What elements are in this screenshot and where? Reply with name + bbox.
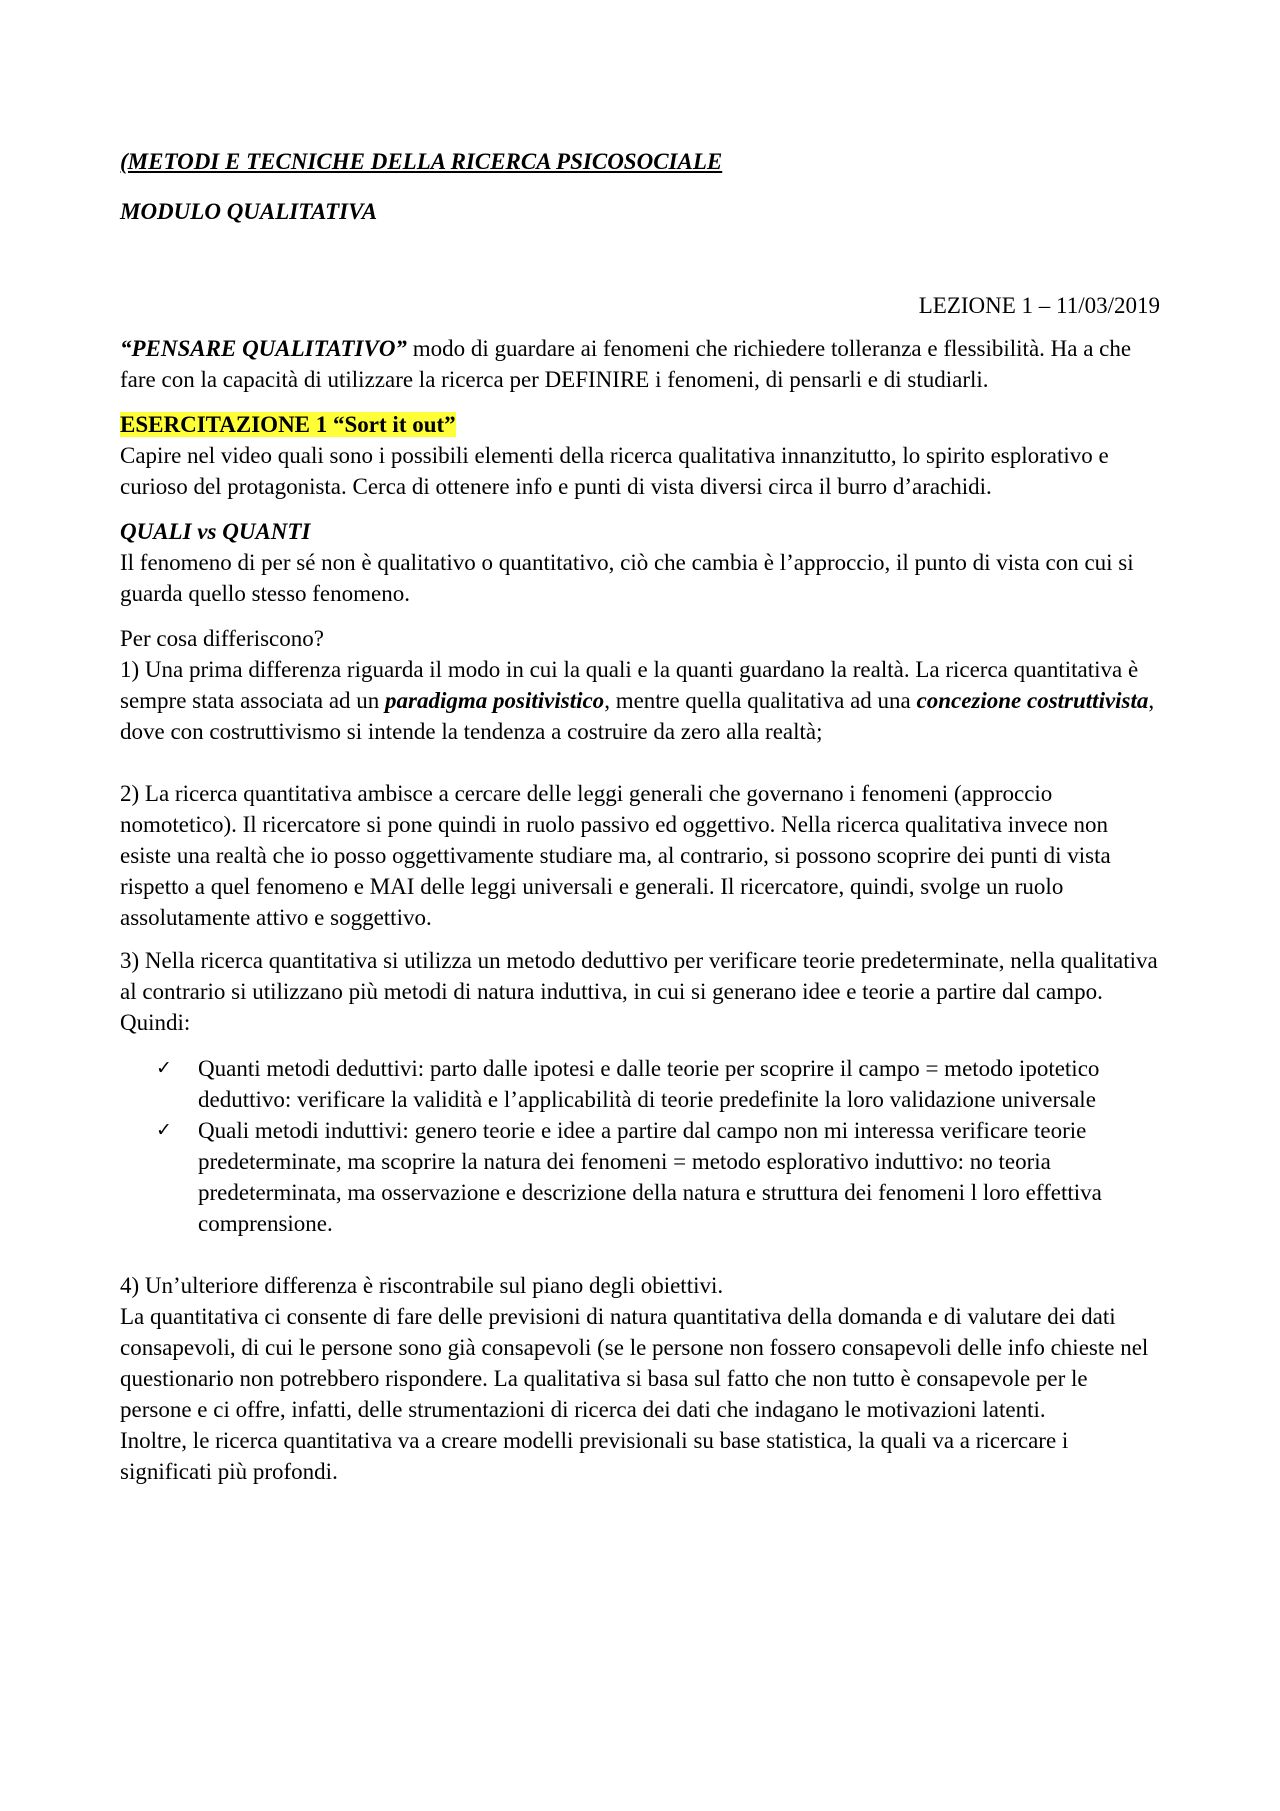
difference-3-paragraph: 3) Nella ricerca quantitativa si utilizza un metodo deduttivo per verificare teorie predeterminate, nella qualitativa al contrario si utilizzano più metodi di natura induttiva, in cui si generano idee e teorie a partire dal campo. Quindi: bbox=[120, 948, 1158, 1035]
list-item-text: Quanti metodi deduttivi: parto dalle ipotesi e dalle teorie per scoprire il campo = metodo ipotetico deduttivo: verificare la validità e l’applicabilità di teorie predefinite la loro validazione universale bbox=[198, 1056, 1100, 1112]
check-icon: ✓ bbox=[156, 1119, 172, 1141]
intro-text: modo di guardare ai fenomeni che richiedere tolleranza e flessibilità. Ha a che fare con la capacità di utilizzare la ricerca per DEFINIRE i fenomeni, di pensarli e di studiarli. bbox=[120, 336, 1132, 392]
exercise-paragraph: Capire nel video quali sono i possibili elementi della ricerca qualitativa innanzitutto, lo spirito esplorativo e curioso del protagonista. Cerca di ottenere info e punti di vista diversi circa il burro d’arachidi. bbox=[120, 443, 1109, 499]
lesson-date: LEZIONE 1 – 11/03/2019 bbox=[918, 293, 1160, 318]
exercise-heading bbox=[120, 409, 1160, 440]
differences-question: Per cosa differiscono? bbox=[120, 626, 324, 651]
list-item bbox=[120, 1115, 1160, 1239]
difference-1-text-a: 1) Una prima differenza riguarda il modo in cui la quali e la quanti guardano la realtà. La ricerca quantitativa è sempre stata associata ad un bbox=[120, 657, 1139, 713]
document-body bbox=[120, 146, 1160, 1487]
list-item-text: Quali metodi induttivi: genero teorie e idee a partire dal campo non mi interessa verificare teorie predeterminate, ma scoprire la natura dei fenomeni = metodo esplorativo induttivo: no teoria predeterminata, ma osservazione e descrizione della natura e struttura dei fenomeni l loro effettiva comprensione. bbox=[198, 1118, 1102, 1236]
intro-paragraph bbox=[120, 333, 1160, 395]
document-title: (METODI E TECNICHE DELLA RICERCA PSICOSOCIALE bbox=[120, 149, 723, 174]
list-item bbox=[120, 1053, 1160, 1115]
difference-4-paragraph: La quantitativa ci consente di fare delle previsioni di natura quantitativa della domanda e di valutare dei dati consapevoli, di cui le persone sono già consapevoli (se le persone non fossero consapevoli delle info chieste nel questionario non potrebbero rispondere. La qualitativa si basa sul fatto che non tutto è consapevole per le persone e ci offre, infatti, delle strumentazioni di ricerca dei dati che indagano le motivazioni latenti. bbox=[120, 1304, 1149, 1422]
difference-1-paragraph bbox=[120, 654, 1160, 747]
difference-2-paragraph: 2) La ricerca quantitativa ambisce a cercare delle leggi generali che governano i fenomeni (approccio nomotetico). Il ricercatore si pone quindi in ruolo passivo ed oggettivo. Nella ricerca qualitativa invece non esiste una realtà che io posso oggettivamente studiare ma, al contrario, si possono scoprire dei punti di vista rispetto a quel fenomeno e MAI delle leggi universali e generali. Il ricercatore, quindi, svolge un ruolo assolutamente attivo e soggettivo. bbox=[120, 781, 1111, 930]
term-concezione-costruttivista: concezione costruttivista bbox=[916, 688, 1149, 713]
difference-1-text-c: , dove con costruttivismo si intende la tendenza a costruire da zero alla realtà; bbox=[120, 688, 1155, 744]
section-heading-quali-quanti: QUALI vs QUANTI bbox=[120, 519, 311, 544]
check-icon: ✓ bbox=[156, 1057, 172, 1079]
difference-4-conclusion: Inoltre, le ricerca quantitativa va a creare modelli previsionali su base statistica, la quali va a ricercare i significati più profondi. bbox=[120, 1428, 1069, 1484]
exercise-heading-highlight: ESERCITAZIONE 1 “Sort it out” bbox=[120, 412, 456, 437]
term-paradigma-positivistico: paradigma positivistico bbox=[385, 688, 605, 713]
difference-1-text-b: , mentre quella qualitativa ad una bbox=[604, 688, 917, 713]
difference-4-lead: 4) Un’ulteriore differenza è riscontrabile sul piano degli obiettivi. bbox=[120, 1273, 724, 1298]
intro-term: “PENSARE QUALITATIVO” bbox=[120, 336, 407, 361]
document-subtitle: MODULO QUALITATIVA bbox=[120, 199, 378, 224]
quali-quanti-paragraph: Il fenomeno di per sé non è qualitativo o quantitativo, ciò che cambia è l’approccio, il punto di vista con cui si guarda quello stesso fenomeno. bbox=[120, 550, 1134, 606]
checklist bbox=[120, 1053, 1160, 1239]
